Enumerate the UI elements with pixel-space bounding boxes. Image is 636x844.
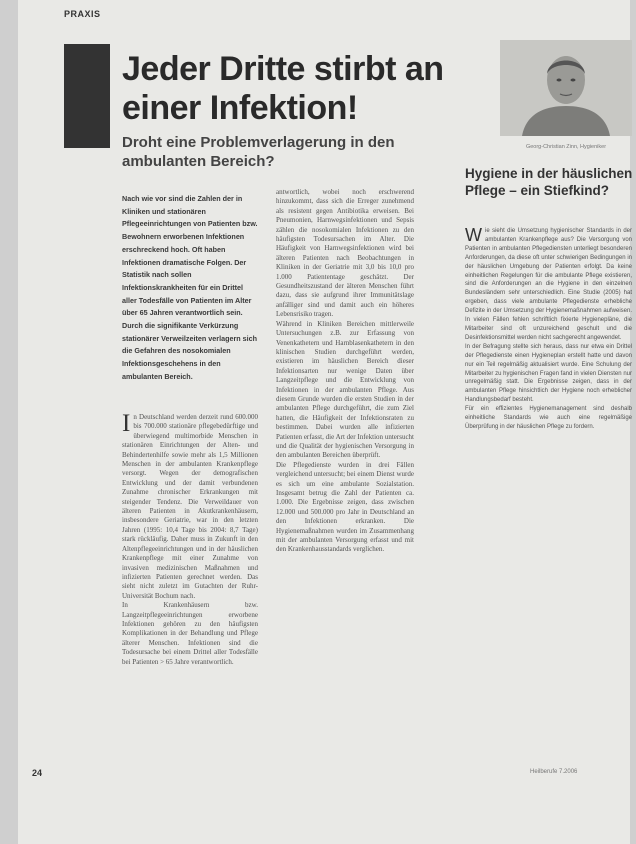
- photo-caption: Georg-Christian Zinn, Hygieniker: [525, 144, 607, 150]
- page-number: 24: [32, 768, 43, 778]
- paragraph: In Krankenhäusern bzw. Langzeitpflegeeinrichtungen erworbene Infektionen gehören zu den häufigsten Komplikationen in der Behandlung und Pflege älterer Menschen. Infektionen sind die Todesursache bei einem Drittel aller Todesfälle bei Patienten > 65 Jahre verantwortlich.: [122, 601, 258, 666]
- paragraph: Für ein effizientes Hygienemanagement sind deshalb einheitliche Standards wie auch eine regelmäßige Überprüfung in der häuslichen Pflege zu fordern.: [465, 406, 632, 430]
- paragraph: antwortlich, wobei noch erschwerend hinzukommt, dass sich die Erreger zunehmend als resistent gegen Antibiotika erweisen. Bei Pneumonien, Harnwegsinfektionen und Sepsis zählen die nosokomialen Infektionen zu den häufigsten Todesursachen im Alter. Die Häufigkeit von Harnwegsinfektionen wird bei älteren Patienten nach Beobachtungen in Kliniken in der Geriatrie mit 3,0 bis 10,0 pro 1.000 Patiententage geschätzt. Der Gesundheitszustand der älteren Menschen führt dazu, dass sie aufgrund ihrer Immunitätslage anfälliger sind und damit auch ein höheres Lebensrisiko tragen.: [276, 188, 414, 319]
- author-photo: [500, 40, 632, 136]
- paragraph: In der Befragung stellte sich heraus, dass nur etwa ein Drittel der Pflegedienste einen Hygieneplan erstellt hatte und davon nur ein Teil regelmäßig aktualisiert wurde. Eine Schulung der Mitarbeiter zu hygienischen Fragen fand in vielen Diensten nur unregelmäßig statt. Die Ergebnisse zeigen, dass in der ambulanten Pflege hinsichtlich der Hygiene noch erheblicher Handlungsbedarf besteht.: [465, 343, 632, 404]
- decorative-bar: [64, 44, 110, 148]
- article-headline: Jeder Dritte stirbt an einer Infektion!: [122, 50, 444, 127]
- article-column-1: [122, 410, 258, 667]
- article-subheadline: Droht eine Problemverlagerung in den ambulanten Bereich?: [122, 134, 395, 170]
- article-intro: Nach wie vor sind die Zahlen der in Kliniken und stationären Pflegeeinrichtungen von Patienten bzw. Bewohnern erworbenen Infektionen erschreckend hoch. Oft haben Infektionen dramatische Folgen. Der Statistik nach sollen Infektionskrankheiten für ein Drittel aller Todesfälle von Patienten im Alter über 65 Jahren verantwortlich sein. Durch die signifikante Verkürzung stationärer Verweilzeiten verlagern sich die Gefahren des nosokomialen Infektionsgeschehens in den ambulanten Bereich.: [122, 194, 258, 381]
- paragraph-text: n Deutschland werden derzeit rund 600.000 bis 700.000 stationäre pflegebedürftige und überwiegend multimorbide Menschen in stationären Einrichtungen der Alten- und Behindertenhilfe sowie mehr als 1,5 Millionen Menschen in der ambulanten Krankenpflege versorgt. Wegen der demografischen Entwicklung und der damit verbundenen Zunahme chronischer Erkrankungen mit steigender Tendenz. Die Verweildauer von älteren Patienten in Akutkrankenhäusern, insbesondere Geriatrie, war in den letzten Jahren (1995: 10,4 Tage bis 2004: 8,7 Tage) stark rückläufig. Daher muss in Zukunft in den Altenpflegeeinrichtungen und in der häuslichen Krankenpflege mit einer Zunahme von invasiven medizinischen Maßnahmen und infizierten Patienten gerechnet werden. Das sieht nicht zuletzt im Gutachten der Ruhr-Universität Bochum nach.: [122, 413, 258, 600]
- journal-footer: Heilberufe 7.2006: [530, 769, 578, 775]
- paragraph: Die Pflegedienste wurden in drei Fällen vergleichend untersucht; bei einem Dienst wurde es sich um eine ambulante Sozialstation. Insgesamt betrug die Zahl der Patienten ca. 1.000. Die Ergebnisse zeigen, dass zwischen 12.000 und 500.000 pro Jahr in Deutschland an den Infektionen erkranken. Die Hygienemaßnahmen wurden im Zusammenhang mit der ambulanten Versorgung erfasst und mit den Krankenhausstandards verglichen.: [276, 460, 414, 554]
- sidebar-column: [465, 227, 632, 432]
- paragraph-text: ie sieht die Umsetzung hygienischer Standards in der ambulanten Krankenpflege aus? Die Versorgung von Patienten in ambulanten Pflegediensten unterliegt besonderen Anforderungen, da diese oft unter schwierigen Bedingungen in der häuslichen Umgebung der Patienten erfolgt. Da keine einheitlichen Regelungen für die ambulante Pflege existieren, sind die Anforderungen an die Hygiene in den einzelnen Bundesländern sehr unterschiedlich. Eine Studie (2005) hat ergeben, dass viele ambulante Pflegedienste erhebliche Defizite in der Umsetzung der Hygienemaßnahmen aufweisen. In vielen Fällen fehlen schriftlich fixierte Hygienepläne, die Mitarbeiter sind oft unzureichend geschult und die Desinfektionsmittel werden nicht sachgerecht angewendet.: [465, 228, 632, 341]
- section-label: PRAXIS: [64, 9, 101, 19]
- drop-cap: W: [465, 225, 482, 245]
- paragraph: Während in Kliniken Bereichen mittlerweile Untersuchungen z.B. zur Erfassung von Venenkathetern und Harnblasenkathetern in den klinischen Studien durchgeführt werden, existieren im häuslichen Bereich dieser Infektionsarten nur wenige Daten über Langzeitpflege und die Entwicklung von Infektionen in der ambulanten Pflege. Aus diesem Grunde wurden die ersten Studien in der ambulanten Pflege durchgeführt, die zum Ziel hatten, die Häufigkeit der Infektionsraten zu bestimmen. Dabei wurden alle infizierten Patienten erfasst, die Art der Infektion untersucht und die Qualität der hygienischen Versorgung in den ambulanten Bereichen überprüft.: [276, 319, 414, 460]
- paragraph: [465, 227, 632, 343]
- sidebar-title: Hygiene in der häuslichen Pflege – ein Stiefkind?: [465, 166, 633, 198]
- drop-cap: I: [122, 410, 131, 437]
- article-column-2: [276, 188, 414, 555]
- magazine-page: [18, 0, 633, 844]
- paragraph: [122, 410, 258, 601]
